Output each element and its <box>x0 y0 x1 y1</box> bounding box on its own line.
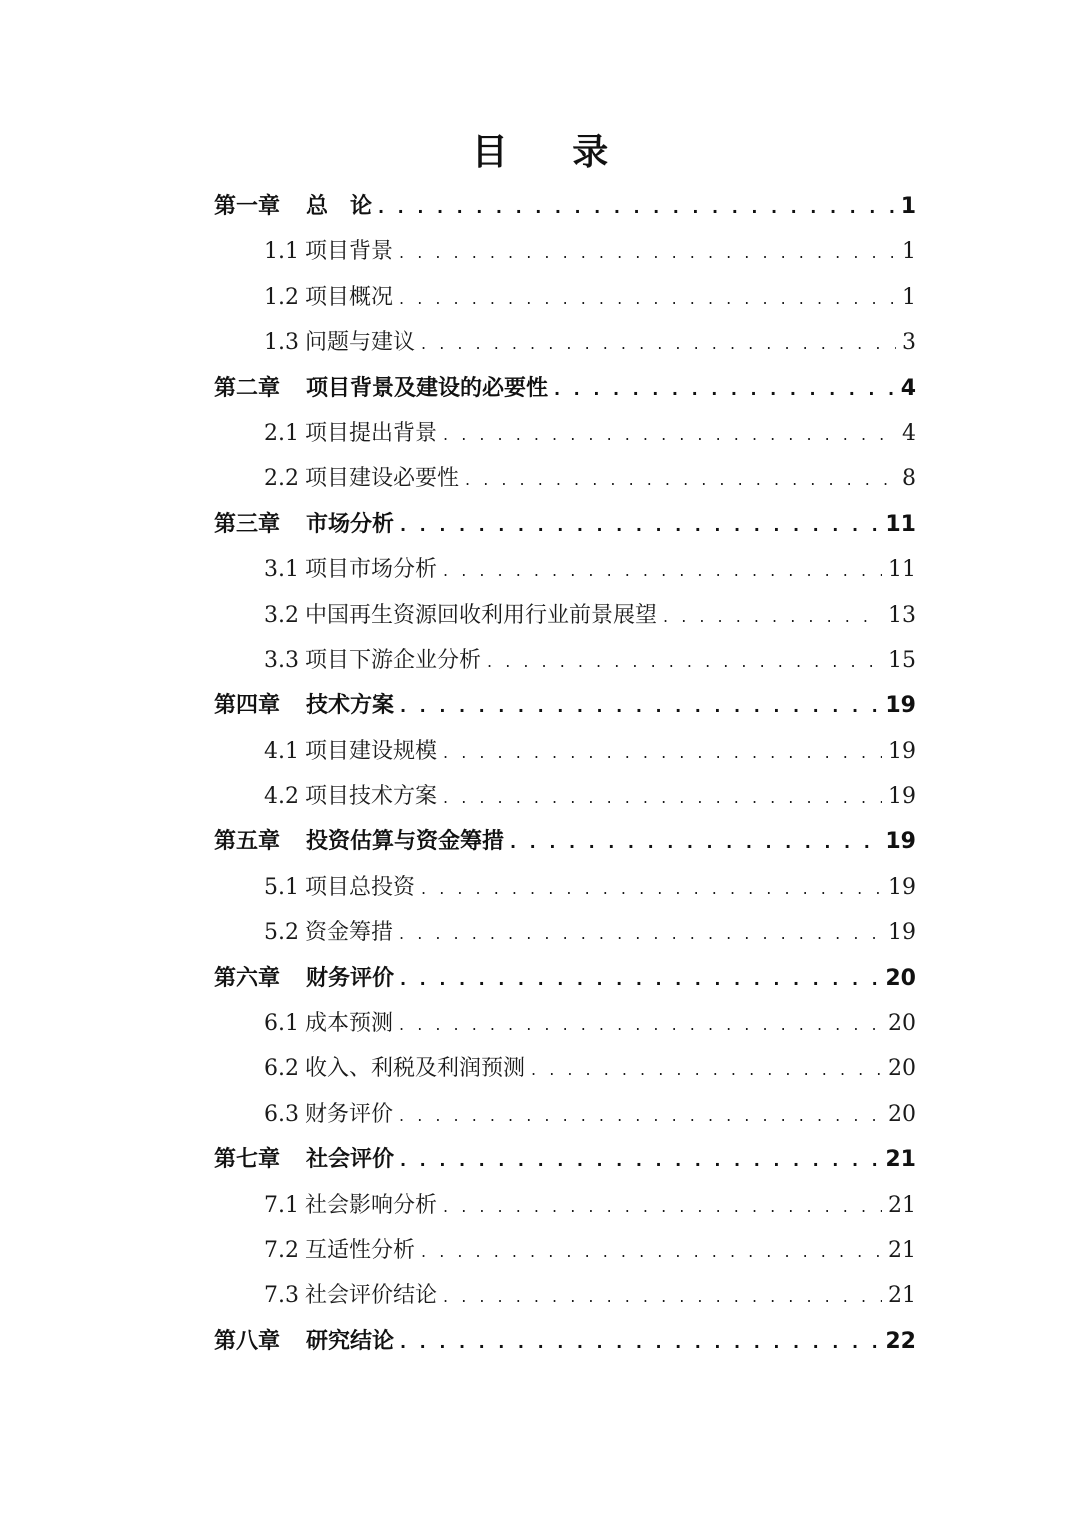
entry-title: 总 论 <box>306 194 373 219</box>
dot-leader <box>421 1229 882 1274</box>
entry-title: 互适性分析 <box>305 1237 416 1263</box>
toc-chapter-entry[interactable] <box>214 184 916 229</box>
dot-leader <box>399 1002 882 1047</box>
entry-title: 研究结论 <box>306 1328 395 1354</box>
toc-section-entry[interactable] <box>214 456 916 501</box>
entry-number: 7.1 <box>264 1192 299 1218</box>
dot-leader <box>510 820 879 865</box>
entry-title: 项目总投资 <box>305 874 416 900</box>
entry-number: 3.1 <box>264 557 299 583</box>
entry-number: 2.2 <box>264 466 299 492</box>
toc-section-entry[interactable] <box>214 411 916 456</box>
toc-section-entry[interactable] <box>214 229 916 274</box>
entry-title: 收入、利税及利润预测 <box>305 1056 526 1082</box>
entry-number: 1.3 <box>264 330 299 356</box>
entry-title: 财务评价 <box>306 965 395 991</box>
dot-leader <box>400 1320 879 1365</box>
entry-number: 3.2 <box>264 602 299 628</box>
entry-number: 第三章 <box>214 511 281 537</box>
entry-number: 5.2 <box>264 920 299 946</box>
toc-title: 目 录 <box>471 132 635 173</box>
entry-number: 3.3 <box>264 647 299 673</box>
toc-chapter-entry[interactable] <box>214 1137 916 1182</box>
entry-number: 6.1 <box>264 1011 299 1037</box>
toc-section-entry[interactable] <box>214 774 916 819</box>
entry-page-number: 8 <box>902 466 916 492</box>
entry-number: 1.1 <box>264 239 299 265</box>
dot-leader <box>531 1047 882 1092</box>
entry-number: 第八章 <box>214 1328 281 1354</box>
entry-page-number: 4 <box>900 375 916 401</box>
dot-leader <box>663 594 882 639</box>
entry-title: 项目下游企业分析 <box>305 647 482 673</box>
entry-number: 第五章 <box>214 829 281 855</box>
entry-title: 社会评价 <box>306 1147 395 1173</box>
entry-page-number: 13 <box>888 602 916 628</box>
dot-leader <box>421 321 896 366</box>
entry-page-number: 11 <box>885 511 916 537</box>
toc-chapter-entry[interactable] <box>214 502 916 547</box>
entry-title: 成本预测 <box>305 1011 394 1037</box>
entry-title: 项目建设规模 <box>305 738 438 764</box>
entry-number: 6.2 <box>264 1056 299 1082</box>
dot-leader <box>443 730 882 775</box>
dot-leader <box>399 911 882 956</box>
toc-section-entry[interactable] <box>214 275 916 320</box>
entry-title: 项目市场分析 <box>305 557 438 583</box>
entry-title: 项目建设必要性 <box>305 466 460 492</box>
entry-title: 市场分析 <box>306 511 395 537</box>
entry-page-number: 1 <box>902 239 916 265</box>
entry-page-number: 21 <box>888 1283 916 1309</box>
entry-number: 第二章 <box>214 375 281 401</box>
toc-section-entry[interactable] <box>214 320 916 365</box>
entry-page-number: 4 <box>902 420 916 446</box>
dot-leader <box>400 1138 879 1183</box>
entry-title: 技术方案 <box>306 693 395 719</box>
toc-list <box>214 184 916 1364</box>
entry-title: 项目背景及建设的必要性 <box>306 375 549 401</box>
toc-section-entry[interactable] <box>214 1001 916 1046</box>
entry-title: 社会评价结论 <box>305 1283 438 1309</box>
entry-title: 项目技术方案 <box>305 784 438 810</box>
entry-title: 投资估算与资金筹措 <box>306 829 505 855</box>
dot-leader <box>487 639 882 684</box>
entry-page-number: 3 <box>902 330 916 356</box>
dot-leader <box>443 1184 882 1229</box>
entry-page-number: 21 <box>888 1237 916 1263</box>
toc-chapter-entry[interactable] <box>214 819 916 864</box>
toc-section-entry[interactable] <box>214 1228 916 1273</box>
toc-chapter-entry[interactable] <box>214 1319 916 1364</box>
entry-title: 社会影响分析 <box>305 1192 438 1218</box>
dot-leader <box>443 1274 882 1319</box>
dot-leader <box>421 866 882 911</box>
entry-page-number: 20 <box>888 1011 916 1037</box>
entry-page-number: 19 <box>888 784 916 810</box>
entry-title: 资金筹措 <box>305 920 394 946</box>
toc-section-entry[interactable] <box>214 1273 916 1318</box>
entry-number: 4.2 <box>264 784 299 810</box>
toc-section-entry[interactable] <box>214 729 916 774</box>
dot-leader <box>399 276 896 321</box>
dot-leader <box>399 230 896 275</box>
entry-number: 第六章 <box>214 965 281 991</box>
entry-page-number: 20 <box>888 1101 916 1127</box>
entry-number: 6.3 <box>264 1101 299 1127</box>
entry-page-number: 19 <box>885 693 916 719</box>
dot-leader <box>554 367 895 412</box>
entry-number: 5.1 <box>264 874 299 900</box>
dot-leader <box>443 412 896 457</box>
entry-title: 问题与建议 <box>305 330 416 356</box>
entry-title: 项目提出背景 <box>305 420 438 446</box>
toc-chapter-entry[interactable] <box>214 366 916 411</box>
toc-section-entry[interactable] <box>214 910 916 955</box>
toc-section-entry[interactable] <box>214 593 916 638</box>
entry-page-number: 15 <box>888 647 916 673</box>
dot-leader <box>400 684 879 729</box>
toc-section-entry[interactable] <box>214 638 916 683</box>
toc-section-entry[interactable] <box>214 1046 916 1091</box>
entry-number: 7.2 <box>264 1237 299 1263</box>
entry-page-number: 11 <box>888 557 916 583</box>
toc-section-entry[interactable] <box>214 1183 916 1228</box>
toc-chapter-entry[interactable] <box>214 956 916 1001</box>
entry-number: 1.2 <box>264 284 299 310</box>
dot-leader <box>443 775 882 820</box>
entry-page-number: 19 <box>888 874 916 900</box>
entry-title: 财务评价 <box>305 1101 394 1127</box>
entry-title: 项目背景 <box>305 239 394 265</box>
toc-section-entry[interactable] <box>214 865 916 910</box>
entry-page-number: 20 <box>885 965 916 991</box>
entry-number: 第七章 <box>214 1147 281 1173</box>
entry-title: 项目概况 <box>305 284 394 310</box>
entry-number: 第一章 <box>214 194 281 219</box>
toc-chapter-entry[interactable] <box>214 683 916 728</box>
toc-section-entry[interactable] <box>214 547 916 592</box>
entry-page-number: 21 <box>885 1147 916 1173</box>
entry-page-number: 19 <box>888 738 916 764</box>
entry-page-number: 22 <box>885 1328 916 1354</box>
dot-leader <box>399 1093 882 1138</box>
entry-number: 2.1 <box>264 420 299 446</box>
entry-page-number: 1 <box>900 194 916 219</box>
entry-number: 7.3 <box>264 1283 299 1309</box>
dot-leader <box>378 185 895 230</box>
entry-title: 中国再生资源回收利用行业前景展望 <box>305 602 658 628</box>
dot-leader <box>465 457 896 502</box>
entry-number: 4.1 <box>264 738 299 764</box>
dot-leader <box>443 548 882 593</box>
entry-page-number: 19 <box>888 920 916 946</box>
entry-number: 第四章 <box>214 693 281 719</box>
entry-page-number: 20 <box>888 1056 916 1082</box>
toc-section-entry[interactable] <box>214 1092 916 1137</box>
entry-page-number: 19 <box>885 829 916 855</box>
dot-leader <box>400 957 879 1002</box>
entry-page-number: 1 <box>902 284 916 310</box>
entry-page-number: 21 <box>888 1192 916 1218</box>
dot-leader <box>400 503 879 548</box>
